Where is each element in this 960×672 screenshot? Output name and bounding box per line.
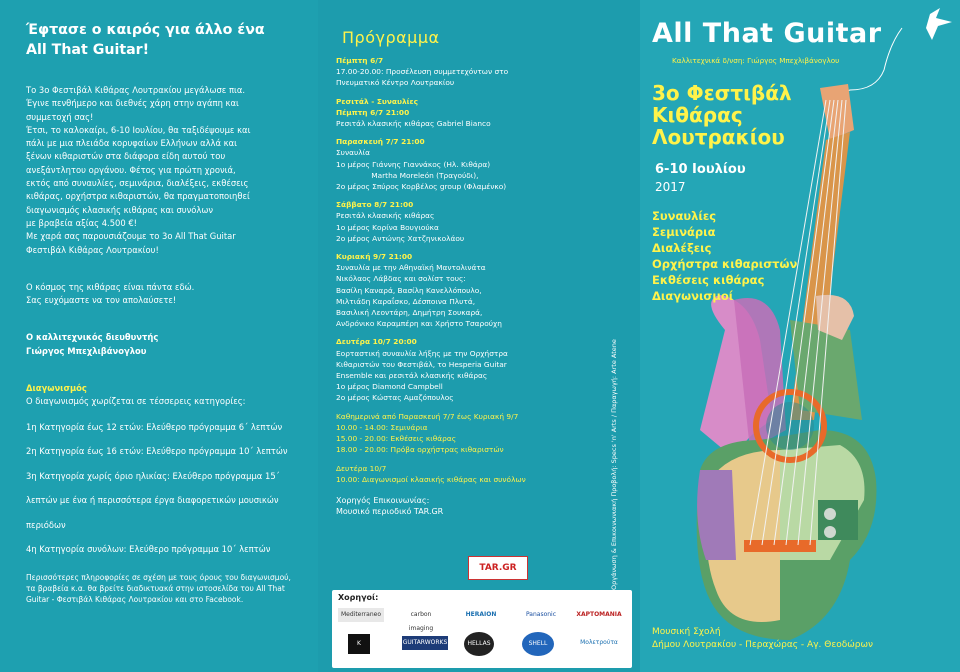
program-line: Νικόλαος Λάβδας και σολίστ τους: <box>336 274 466 284</box>
program-line: 18.00 - 20.00: Πρόβα ορχήστρας κιθαριστών <box>336 445 504 455</box>
program-line: Βασίλη Καναρά, Βασίλη Κανελλόπουλο, <box>336 285 482 295</box>
contest-category-4: 4η Κατηγορία συνόλων: Ελεύθερο πρόγραμμα 10΄ λεπτών <box>26 544 271 555</box>
program-panel <box>318 0 640 672</box>
footnote <box>26 572 304 605</box>
program-day-head: Δευτέρα 10/7 <box>336 463 387 473</box>
headline-line-2: All That Guitar! <box>26 42 150 58</box>
event-item: Εκθέσεις κιθάρας <box>652 273 765 287</box>
program-line: Ρεσιτάλ κλασικής κιθάρας <box>336 211 435 221</box>
intro-line: πάλι με μια πλειάδα κορυφαίων Ελλήνων αλλά και <box>26 138 237 149</box>
headline <box>26 20 304 60</box>
footnote-line: Περισσότερες πληροφορίες σε σχέση με τους όρους του διαγωνισμού, <box>26 573 291 583</box>
intro-line: Το 3ο Φεστιβάλ Κιθάρας Λουτρακίου μεγάλωσε πια. <box>26 85 246 95</box>
program-line: 1ο μέρος Γιάννης Γιαννάκος (Ηλ. Κιθάρα) <box>336 159 491 169</box>
dove-icon <box>926 8 952 40</box>
festival-dates: 6-10 Ιουλίου <box>655 162 746 177</box>
sponsor-logo: SHELL <box>522 632 554 656</box>
sponsor-logo: HERAION <box>465 611 497 618</box>
program-title: Πρόγραμμα <box>342 28 440 47</box>
intro-line: Έγινε πενθήμερο και διεθνές χάρη στην αγάπη και <box>26 98 239 109</box>
guitar-knob <box>824 508 836 520</box>
contest-intro: Ο διαγωνισμός χωρίζεται σε τέσσερεις κατηγορίες: <box>26 396 246 407</box>
program-line: Ανδρόνικο Καραμπέρη και Χρήστο Τσαρούχη <box>336 319 502 329</box>
intro-text <box>26 84 304 257</box>
program-day-head: Σάββατο 8/7 21:00 <box>336 200 414 210</box>
event-item: Διαλέξεις <box>652 241 712 255</box>
event-item: Διαγωνισμοί <box>652 289 734 303</box>
intro-line: Έτσι, το καλοκαίρι, 6-10 Ιουλίου, θα ταξιδέψουμε και <box>26 124 251 135</box>
intro-line: με βραβεία αξίας 4.500 €! <box>26 217 138 228</box>
sponsor-logo: K <box>348 634 370 654</box>
contest-category-1: 1η Κατηγορία έως 12 ετών: Ελεύθερο πρόγραμμα 6΄ λεπτών <box>26 421 283 432</box>
contest-category-3-end: περιόδων <box>26 519 66 530</box>
festival-year: 2017 <box>655 180 686 194</box>
guitar-pickguard <box>818 500 858 540</box>
program-line: Ρεσιτάλ κλασικής κιθάρας Gabriel Bianco <box>336 119 491 129</box>
program-line: 2ο μέρος Κώστας Αμαζόπουλος <box>336 393 454 403</box>
program-day-head: Κυριακή 9/7 21:00 <box>336 252 413 262</box>
media-sponsor-name: Μουσικό περιοδικό TAR.GR <box>336 506 444 516</box>
intro-line: κιθάρας, ορχήστρα κιθαριστών, θα πραγματοποιηθεί <box>26 191 250 202</box>
program-line: Βασιλική Λεοντάρη, Δημήτρη Σουκαρά, <box>336 308 483 318</box>
event-item: Σεμινάρια <box>652 225 716 239</box>
intro-line: Με χαρά σας παρουσιάζουμε το 3ο All That Guitar <box>26 231 236 242</box>
program-day-head: Πέμπτη 6/7 21:00 <box>336 107 410 117</box>
world-line-2: Σας ευχόμαστε να τον απολαύσετε! <box>26 295 177 306</box>
event-list <box>652 208 797 304</box>
sponsor-logo: Mediterraneo <box>338 608 384 622</box>
intro-line: συμμετοχή σας! <box>26 111 94 122</box>
program-line: Ensemble και ρεσιτάλ κλασικής κιθάρας <box>336 371 488 381</box>
brand-subtitle: Καλλιτεχνικά δ/νση: Γιώργος Μπεχλιβάνογλου <box>672 56 840 65</box>
sponsor-logo: ΧΑΡΤΟΜΑΝΙΑ <box>576 611 622 618</box>
contest-category-2: 2η Κατηγορία έως 16 ετών: Ελεύθερο πρόγραμμα 10΄ λεπτών <box>26 446 288 457</box>
intro-panel <box>0 0 318 672</box>
program-line: Μιλτιάδη Καραΐσκο, Δέσποινα Πλυτά, <box>336 296 476 306</box>
brand-title: All That Guitar <box>652 18 882 49</box>
intro-line: εκτός από συναυλίες, σεμινάρια, διαλέξεις, εκθέσεις <box>26 178 249 189</box>
program-line: Εορταστική συναυλία λήξης με την Ορχήστρα <box>336 348 508 358</box>
credits-vertical <box>600 120 618 590</box>
music-school <box>652 626 873 652</box>
program-line: 10.00 - 14.00: Σεμινάρια <box>336 422 428 432</box>
program-line: 1ο μέρος Κορίνα Βουγιούκα <box>336 222 439 232</box>
intro-line: διαγωνισμός κλασικής κιθάρας και συνόλων <box>26 204 214 215</box>
program-line: 17.00-20.00: Προσέλευση συμμετεχόντων στο <box>336 67 509 77</box>
program-day-head: Πέμπτη 6/7 <box>336 56 384 65</box>
director-name: Γιώργος Μπεχλιβάνογλου <box>26 345 147 356</box>
tar-logo: TAR.GR <box>468 556 528 580</box>
sponsor-logo: HELLAS <box>464 632 494 656</box>
credits-text: Οργάνωση & Επικοινωνιακή Προβολή: Specs 'n' Arts / Παραγωγή: Arte Atene <box>610 339 618 590</box>
cover-panel <box>640 0 960 672</box>
program-line: Συναυλία <box>336 148 370 158</box>
sponsor-logo: Μολετρούτα <box>580 639 618 646</box>
sponsor-logo: GUITARWORKS <box>402 636 448 650</box>
program-line: 10.00: Διαγωνισμοί κλασικής κιθάρας και συνόλων <box>336 474 526 484</box>
media-sponsor <box>336 495 630 517</box>
program-line: 2ο μέρος Αντώνης Χατζηνικολάου <box>336 233 465 243</box>
program-line: 2ο μέρος Σπύρος Κορβέλος group (Φλαμένκο) <box>336 182 507 192</box>
director-title: Ο καλλιτεχνικός διευθυντής <box>26 332 159 343</box>
footnote-line: Guitar - Φεστιβάλ Κιθάρας Λουτρακίου και στο Facebook. <box>26 595 244 605</box>
program-section-head: Ρεσιτάλ - Συναυλίες <box>336 96 419 106</box>
music-school-line: Δήμου Λουτρακίου - Περαχώρας - Αγ. Θεοδώρων <box>652 640 874 650</box>
intro-line: Φεστιβάλ Κιθάρας Λουτρακίου! <box>26 244 159 255</box>
festival-title <box>652 82 792 148</box>
program-day-head: Δευτέρα 10/7 20:00 <box>336 337 417 347</box>
sponsor-logo: Panasonic <box>525 611 557 618</box>
festival-title-line: Κιθάρας <box>652 103 743 127</box>
program-line: 1ο μέρος Diamond Campbell <box>336 382 443 392</box>
intro-line: ξένων κιθαριστών στα διάφορα είδη αυτού του <box>26 151 226 162</box>
media-sponsor-label: Χορηγός Επικοινωνίας: <box>336 495 430 505</box>
contest-title: Διαγωνισμός <box>26 383 87 394</box>
program-day-head: Παρασκευή 7/7 21:00 <box>336 137 425 147</box>
program-line: Συναυλία με την Αθηναϊκή Μαντολινάτα <box>336 263 486 273</box>
program-line: Πνευματικό Κέντρο Λουτρακίου <box>336 78 455 88</box>
guitar-body-purple <box>697 470 736 560</box>
program-daily-head: Καθημερινά από Παρασκευή 7/7 έως Κυριακή 9/7 <box>336 411 519 421</box>
sponsor-logo: carbon imaging <box>408 611 434 632</box>
intro-line: ανεξάντλητου οργάνου. Φέτος για πρώτη χρονιά, <box>26 164 236 175</box>
music-school-line: Μουσική Σχολή <box>652 627 721 637</box>
event-item: Ορχήστρα κιθαριστών <box>652 257 798 271</box>
guitar-bridge <box>744 540 816 552</box>
program-line: Martha Moreleón (Τραγούδι), <box>336 170 479 180</box>
world-line-1: Ο κόσμος της κιθάρας είναι πάντα εδώ. <box>26 281 195 292</box>
program-line: 15.00 - 20.00: Εκθέσεις κιθάρας <box>336 434 457 444</box>
festival-title-line: Λουτρακίου <box>652 125 785 149</box>
sponsors-title: Χορηγοί: <box>338 593 379 602</box>
headline-line-1: Έφτασε ο καιρός για άλλο ένα <box>26 22 265 38</box>
guitar-knob <box>824 526 836 538</box>
festival-title-line: 3ο Φεστιβάλ <box>652 81 792 105</box>
sponsors-box <box>332 590 632 668</box>
footnote-line: τα βραβεία κ.α. θα βρείτε διαδικτυακά στην ιστοσελίδα του All That <box>26 584 285 594</box>
event-item: Συναυλίες <box>652 209 717 223</box>
program-line: Κιθαριστών του Φεστιβάλ, το Hesperia Guitar <box>336 359 507 369</box>
contest-category-3: 3η Κατηγορία χωρίς όριο ηλικίας: Ελεύθερο πρόγραμμα 15΄ <box>26 470 280 481</box>
contest-category-3-cont: λεπτών με ένα ή περισσότερα έργα διαφορετικών μουσικών <box>26 495 279 506</box>
